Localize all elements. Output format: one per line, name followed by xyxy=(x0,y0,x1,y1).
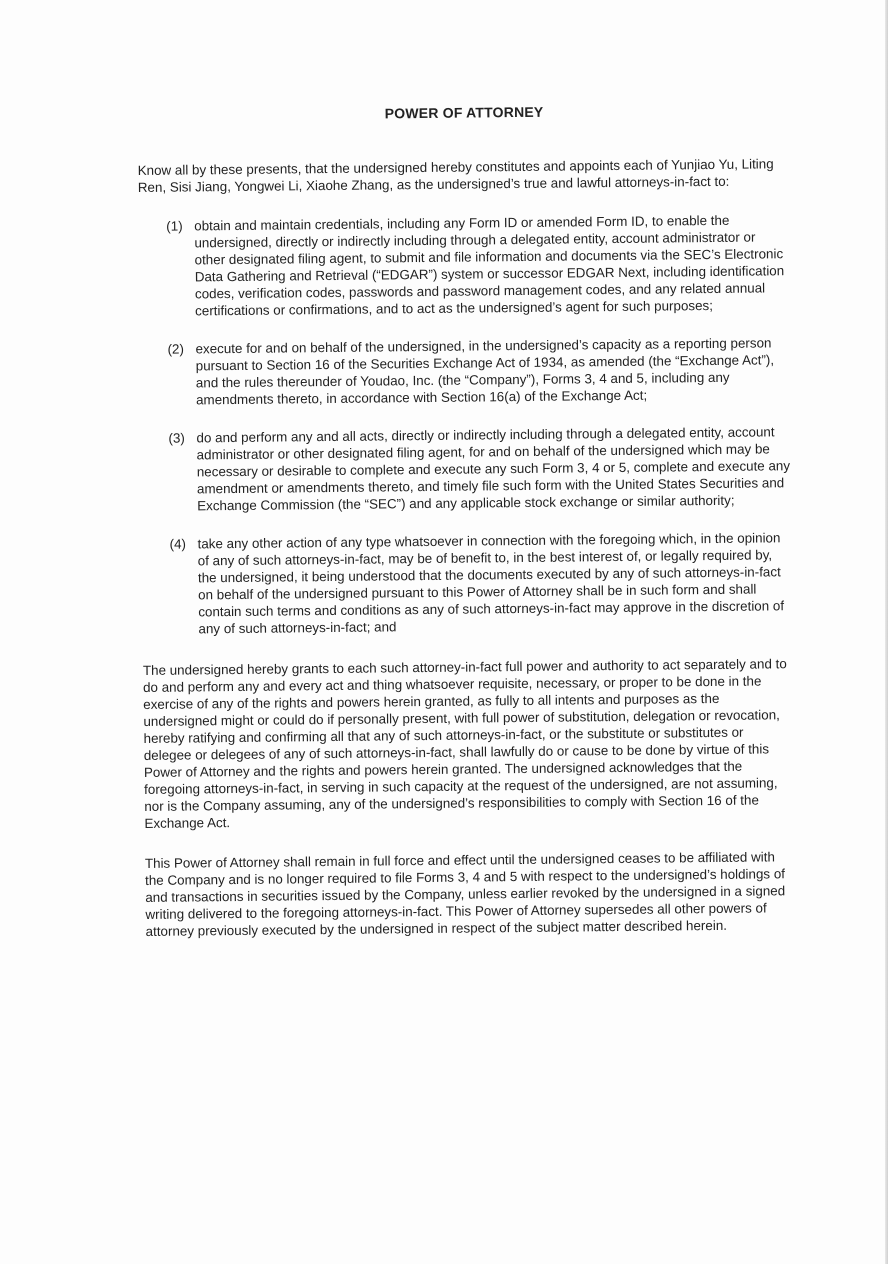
list-item-text: take any other action of any type whatsoever in connection with the foregoing which, in the opinion of any of such attorneys-in-fact, may be of benefit to, in the best interest of, or legally required by, the undersigned, it being understood that the documents executed by any of such attorneys-in-fact on behalf of the undersigned pursuant to this Power of Attorney shall be in such form and shall contain such terms and conditions as any of such attorneys-in-fact may approve in the discretion of any of such attorneys-in-fact; and xyxy=(197,530,785,637)
grant-paragraph: The undersigned hereby grants to each such attorney-in-fact full power and authority to act separately and to do and perform any and every act and thing whatsoever requisite, necessary, or proper to be done in the exercise of any of the rights and powers herein granted, as fully to all intents and purposes as the undersigned might or could do if personally present, with full power of substitution, delegation or revocation, hereby ratifying and confirming all that any of such attorneys-in-fact, or the substitute or substitutes or delegee or delegees of any of such attorneys-in-fact, shall lawfully do or cause to be done by virtue of this Power of Attorney and the rights and powers herein granted. The undersigned acknowledges that the foregoing attorneys-in-fact, in serving in such capacity at the request of the undersigned, are not assuming, nor is the Company assuming, any of the undersigned’s responsibilities to comply with Section 16 of the Exchange Act. xyxy=(142,656,787,831)
list-item xyxy=(169,529,792,638)
intro-paragraph: Know all by these presents, that the undersigned hereby constitutes and appoints each of Yunjiao Yu, Liting Ren, Sisi Jiang, Yongwei Li, Xiaohe Zhang, as the undersigned’s true and lawful attorneys-in-fact to: xyxy=(137,156,774,195)
list-item-number: (3) xyxy=(168,430,185,446)
duration-paragraph: This Power of Attorney shall remain in full force and effect until the undersigned ceases to be affiliated with the Company and is no longer required to file Forms 3, 4 and 5 with respect to the undersigned’s holdings of and transactions in securities issued by the Company, unless earlier revoked by the undersigned in a signed writing delivered to the foregoing attorneys-in-fact. This Power of Attorney supersedes all other powers of attorney previously executed by the undersigned in respect of the subject matter described herein. xyxy=(144,849,786,939)
document-body xyxy=(137,101,796,940)
list-item-number: (1) xyxy=(166,218,183,234)
list-item-text: do and perform any and all acts, directly or indirectly including through a delegated entity, account administrator or other designated filing agent, for and on behalf of the undersigned which may be necessary or desirable to complete and execute any such Form 3, 4 or 5, complete and execute any amendment or amendments thereto, and timely file such form with the United States Securities and Exchange Commission (the “SEC”) and any applicable stock exchange or similar authority; xyxy=(196,424,791,514)
list-item-text: obtain and maintain credentials, including any Form ID or amended Form ID, to enable the undersigned, directly or indirectly including through a delegated entity, account administrator or other designated filing agent, to submit and file information and documents via the SEC’s Electronic Data Gathering and Retrieval (“EDGAR”) system or successor EDGAR Next, including identification codes, verification codes, passwords and password management codes, and any related annual certifications or confirmations, and to act as the undersigned’s agent for such purposes; xyxy=(194,212,785,319)
document-title: POWER OF ATTORNEY xyxy=(384,103,544,122)
list-item-number: (4) xyxy=(169,536,187,552)
powers-list xyxy=(138,211,792,638)
list-item-number: (2) xyxy=(167,341,184,357)
list-item xyxy=(168,423,791,515)
list-item-text: execute for and on behalf of the undersigned, in the undersigned’s capacity as a reporting person pursuant to Section 16 of the Securities Exchange Act of 1934, as amended (the “Exchange Act”), and the rules thereunder of Youdao, Inc. (the “Company”), Forms 3, 4 and 5, including any amendments thereto, in accordance with Section 16(a) of the Exchange Act; xyxy=(195,335,775,408)
list-item xyxy=(167,334,790,409)
list-item xyxy=(166,211,789,320)
